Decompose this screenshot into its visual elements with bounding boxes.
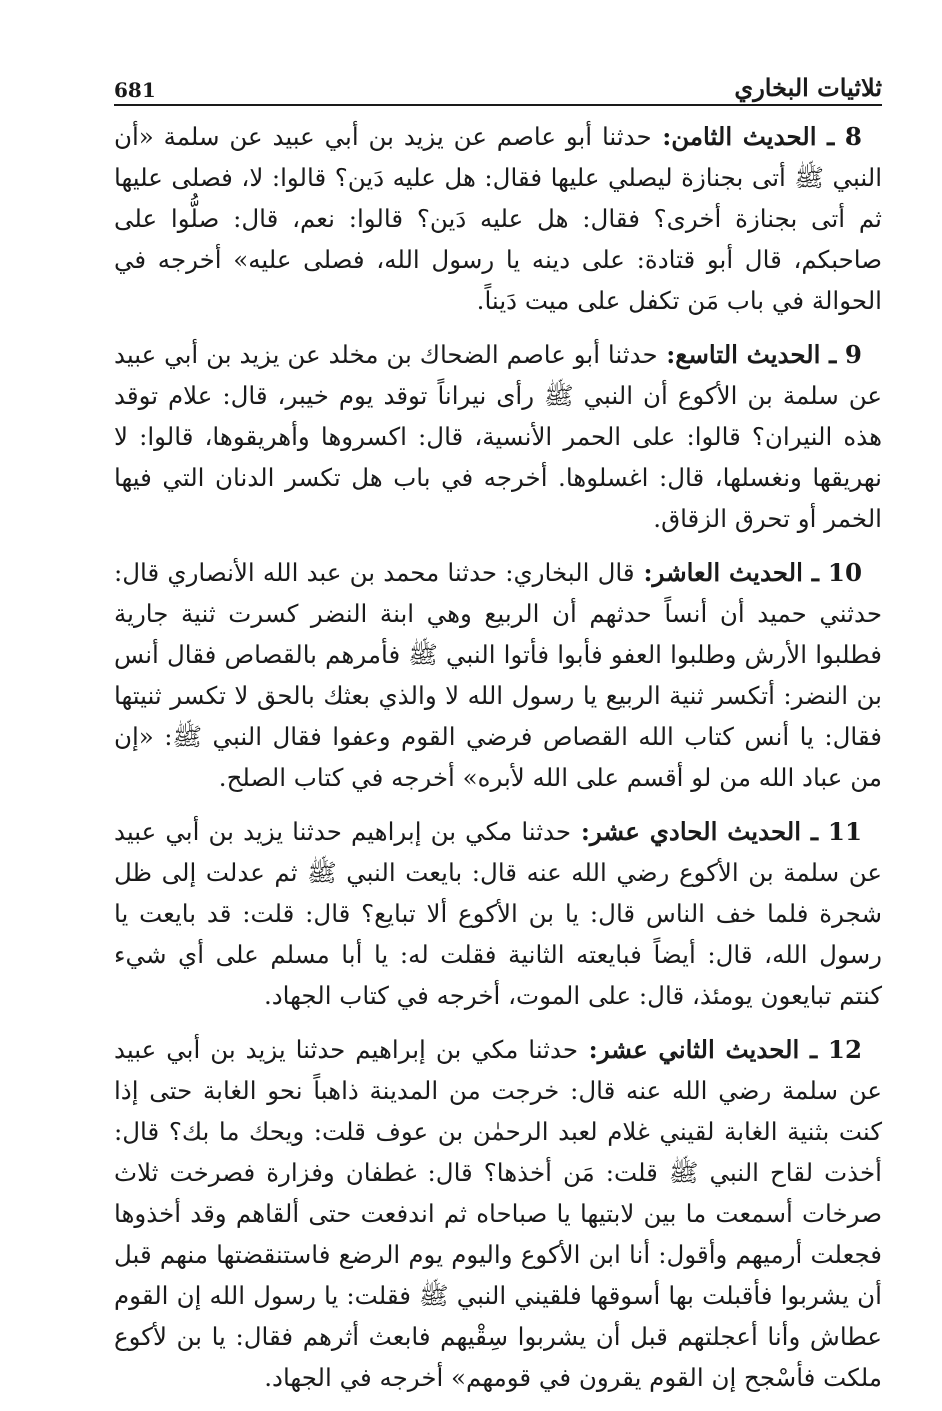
- hadith-paragraph: [114, 811, 882, 1016]
- page-number: 681: [114, 78, 156, 102]
- hadith-paragraph: [114, 552, 882, 798]
- running-title: ثلاثيات البخاري: [734, 73, 882, 102]
- page-header: [114, 62, 882, 106]
- page-body: [114, 116, 882, 1411]
- hadith-text: حدثنا مكي بن إبراهيم حدثنا يزيد بن أبي عبيد عن سلمة رضي الله عنه قال: خرجت من المدينة ذاهباً نحو الغابة حتى إذا كنت بثنية الغابة لقيني غلام لعبد الرحمٰن بن عوف قلت: ويحك ما بك؟ قال: أخذت لقاح النبي ﷺ قلت: مَن أخذها؟ قال: غطفان وفزارة فصرخت ثلاث صرخات أسمعت ما بين لابتيها يا صباحاه ثم اندفعت حتى ألقاهم وقد أخذوها فجعلت أرميهم وأقول: أنا ابن الأكوع واليوم يوم الرضع فاستنقضتها منهم قبل أن يشربوا فأقبلت بها أسوقها فلقيني النبي ﷺ فقلت: يا رسول الله إن القوم عطاش وأنا أعجلتهم قبل أن يشربوا سِقْيهم فابعث أثرهم فقال: يا بن لأكوع ملكت فأسْجح إن القوم يقرون في قومهم» أخرجه في الجهاد.: [114, 1035, 882, 1392]
- hadith-heading: 11 ـ الحديث الحادي عشر:: [571, 817, 862, 846]
- hadith-text: حدثنا أبو عاصم عن يزيد بن أبي عبيد عن سلمة «أن النبي ﷺ أتى بجنازة ليصلي عليها فقال: هل عليه دَين؟ قالوا: لا، فصلى عليها ثم أتى بجنازة أخرى؟ فقال: هل عليه دَين؟ قالوا: نعم، قال: صلُّوا على صاحبكم، قال أبو قتادة: على دينه يا رسول الله، فصلى عليه» أخرجه في الحوالة في باب مَن تكفل على ميت دَيناً.: [114, 122, 882, 315]
- hadith-text: حدثنا أبو عاصم الضحاك بن مخلد عن يزيد بن أبي عبيد عن سلمة بن الأكوع أن النبي ﷺ رأى نيراناً توقد يوم خيبر، قال: علام توقد هذه النيران؟ قالوا: على الحمر الأنسية، قال: اكسروها وأهريقوها، قالوا: لا نهريقها ونغسلها، قال: اغسلوها. أخرجه في باب هل تكسر الدنان التي فيها الخمر أو تحرق الزقاق.: [114, 340, 882, 533]
- hadith-paragraph: [114, 334, 882, 539]
- hadith-heading: 12 ـ الحديث الثاني عشر:: [577, 1035, 862, 1064]
- hadith-heading: 9 ـ الحديث التاسع:: [657, 340, 862, 369]
- hadith-text: قال البخاري: حدثنا محمد بن عبد الله الأنصاري قال: حدثني حميد أن أنساً حدثهم أن الربيع وهي ابنة النضر كسرت ثنية جارية فطلبوا الأرش وطلبوا العفو فأبوا فأتوا النبي ﷺ فأمرهم بالقصاص فقال أنس بن النضر: أتكسر ثنية الربيع يا رسول الله لا والذي بعثك بالحق لا تكسر ثنيتها فقال: يا أنس كتاب الله القصاص فرضي القوم وعفوا فقال النبي ﷺ: «إن من عباد الله من لو أقسم على الله لأبره» أخرجه في كتاب الصلح.: [114, 558, 882, 792]
- hadith-paragraph: [114, 1029, 882, 1398]
- hadith-text: حدثنا مكي بن إبراهيم حدثنا يزيد بن أبي عبيد عن سلمة بن الأكوع رضي الله عنه قال: بايعت النبي ﷺ ثم عدلت إلى ظل شجرة فلما خف الناس قال: يا بن الأكوع ألا تبايع؟ قال: قلت: قد بايعت يا رسول الله، قال: أيضاً فبايعته الثانية فقلت له: يا أبا مسلم على أي شيء كنتم تبايعون يومئذ، قال: على الموت، أخرجه في كتاب الجهاد.: [114, 817, 882, 1010]
- hadith-heading: 8 ـ الحديث الثامن:: [651, 122, 862, 151]
- hadith-heading: 10 ـ الحديث العاشر:: [634, 558, 862, 587]
- hadith-paragraph: [114, 116, 882, 321]
